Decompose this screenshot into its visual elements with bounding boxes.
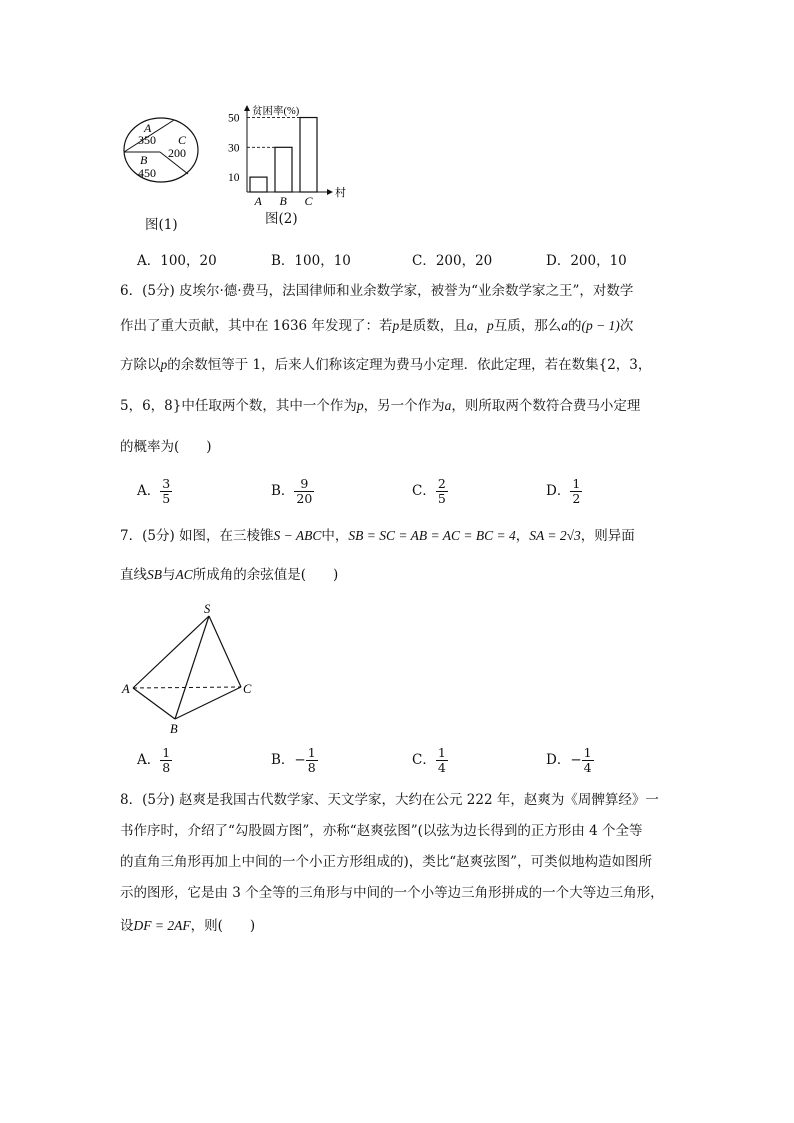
pie-chart-figure [118,110,208,190]
q7-option-a[interactable]: A． $\frac{1}{8}$ [137,745,171,775]
edge-bc [175,687,241,719]
q6-option-d[interactable]: D． $\frac{1}{2}$ [546,476,581,506]
vertex-label-b: B [170,722,178,736]
vertex-label-s: S [204,602,211,616]
q6-line-5: 的概率为( ) [120,439,212,455]
bar-category-label: A [254,194,262,208]
q7-option-d[interactable]: D．− $\frac{1}{4}$ [546,745,592,775]
q6-option-a[interactable]: A． $\frac{3}{5}$ [137,476,171,506]
q6-line-1: 6．(5分) 皮埃尔·德·费马，法国律师和业余数学家，被誉为“业余数学家之王”，对数学 [120,283,634,299]
bar-category-label: C [304,194,313,208]
bar-y-label: 贫困率(%) [252,106,300,117]
q5-option-a[interactable]: A．100，20 [137,253,217,269]
q6-line-4: 5，6，8}中任取两个数，其中一个作为p，另一个作为a，则所取两个数符合费马小定理 [120,398,641,414]
q5-option-d[interactable]: D．200，10 [546,253,627,269]
q8-line-3: 的直角三角形再加上中间的一个小正方形组成的)，类比“赵爽弦图”，可类似地构造如图所 [120,854,653,870]
bar-c [300,118,317,192]
pie-caption: 图(1) [145,217,178,233]
bar-a [250,177,267,192]
q8-line-2: 书作序时，介绍了“勾股圆方图”，亦称“赵爽弦图”(以弦为边长得到的正方形由 4 个全等 [120,823,643,839]
tetrahedron-figure [118,598,268,740]
q7-line-2: 直线SB与AC所成角的余弦值是( ) [120,567,339,583]
pie-value-b: 450 [138,166,156,180]
edge-sc [209,616,241,687]
bar-chart [220,100,370,210]
bar-x-label: 村 [335,187,346,199]
bar-y-tick-label: 10 [228,172,240,185]
q7-option-c[interactable]: C． $\frac{1}{4}$ [412,745,446,775]
pie-label-a: A [144,121,152,135]
pie-label-c: C [178,133,187,147]
bar-category-label: B [279,194,287,208]
q7-option-b[interactable]: B．− $\frac{1}{8}$ [271,745,316,775]
q6-option-b[interactable]: B． $\frac{9}{20}$ [271,476,313,506]
q7-line-1: 7．(5分) 如图，在三棱锥S − ABC中，SB = SC = AB = AC = BC = 4，SA = 2√3，则异面 [120,528,635,544]
bar-b [275,147,292,192]
q8-line-5: 设DF = 2AF，则( ) [120,918,256,934]
q5-option-b[interactable]: B．100，10 [271,253,351,269]
q8-line-4: 示的图形，它是由 3 个全等的三角形与中间的一个小等边三角形拼成的一个大等边三角形， [120,885,664,901]
vertex-label-c: C [243,682,252,696]
q5-option-c[interactable]: C．200，20 [412,253,493,269]
bar-caption: 图(2) [265,211,298,227]
bar-y-tick-label: 50 [228,112,240,125]
q6-line-2: 作出了重大贡献，其中在 1636 年发现了：若p是质数，且a，p互质，那么a的(p − 1)次 [120,318,634,334]
q6-option-c[interactable]: C． $\frac{2}{5}$ [412,476,446,506]
vertex-label-a: A [122,682,130,696]
pie-value-a: 350 [138,133,156,147]
edge-ab [133,688,175,719]
q8-line-1: 8．(5分) 赵爽是我国古代数学家、天文学家，大约在公元 222 年，赵爽为《周髀算经》一 [120,792,659,808]
pie-label-b: B [140,153,148,167]
edge-ac-hidden [133,687,241,688]
bar-y-tick-label: 30 [228,142,240,155]
pie-value-c: 200 [168,146,186,160]
q6-line-3: 方除以p的余数恒等于 1，后来人们称该定理为费马小定理．依此定理，若在数集{2，3， [120,357,652,373]
pie-outline [124,118,198,182]
